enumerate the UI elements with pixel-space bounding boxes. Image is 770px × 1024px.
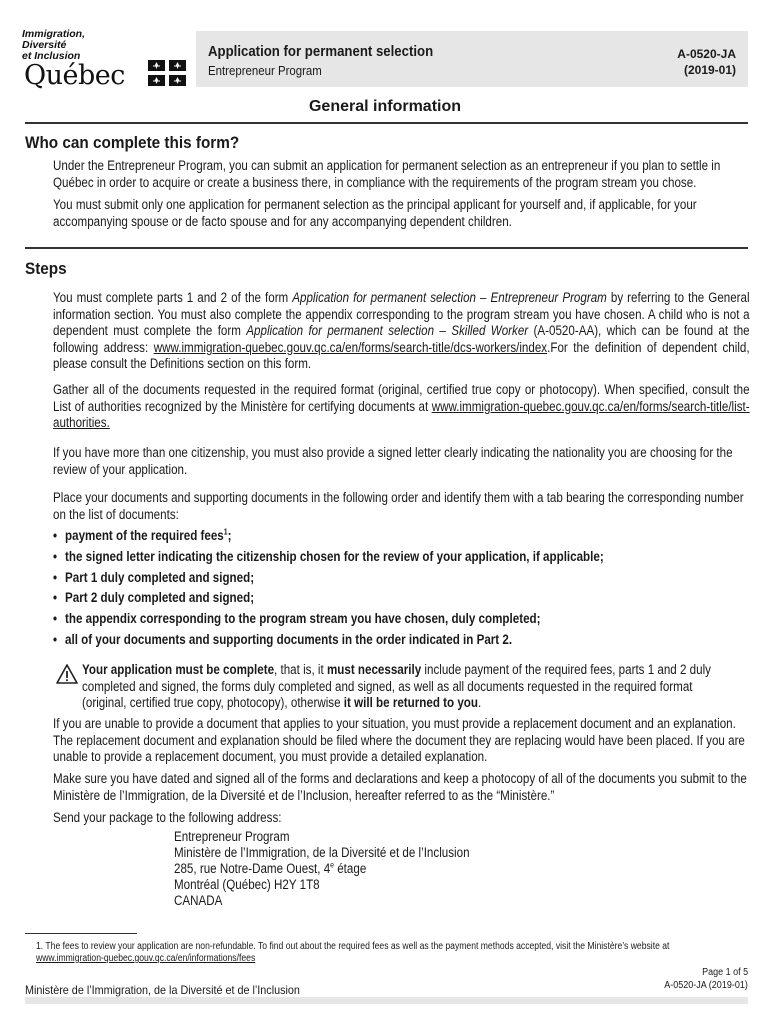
list-item xyxy=(53,590,254,605)
bullet-icon: • xyxy=(53,549,58,564)
form-header xyxy=(196,31,748,87)
address-line xyxy=(174,861,366,878)
text: . xyxy=(477,695,482,710)
list-item-text: the appendix corresponding to the program stream you have chosen, duly completed; xyxy=(65,611,541,626)
list-item xyxy=(53,632,512,647)
steps-paragraph-3: If you have more than one citizenship, you must also provide a signed letter clearly indicating the nationality you are choosing for the review of your application. xyxy=(53,445,733,477)
list-item xyxy=(53,611,540,626)
text: étage xyxy=(334,861,367,876)
logo-wordmark: Québec xyxy=(24,60,125,91)
steps-paragraph-1 xyxy=(53,290,750,373)
footnote-divider xyxy=(25,933,137,934)
footer-ministry: Ministère de l’Immigration, de la Diversité et de l’Inclusion xyxy=(25,983,300,997)
footer-bar xyxy=(25,997,748,1004)
address-line: Montréal (Québec) H2Y 1T8 xyxy=(174,877,320,892)
list-item-text: the signed letter indicating the citizenship chosen for the review of your application, if applicable; xyxy=(65,549,604,564)
form-name: Application for permanent selection – Entrepreneur Program xyxy=(292,290,607,305)
divider xyxy=(25,122,748,124)
list-item xyxy=(53,570,254,585)
warning-paragraph xyxy=(82,662,718,712)
bullet-icon: • xyxy=(53,570,58,585)
form-title: Application for permanent selection xyxy=(208,43,434,60)
who-heading: Who can complete this form? xyxy=(25,133,240,152)
list-item-text: all of your documents and supporting documents in the order indicated in Part 2. xyxy=(65,632,513,647)
list-authorities-link[interactable]: www.immigration-quebec.gouv.qc.ca/en/forms/search-title/list-authorities. xyxy=(53,398,750,430)
bullet-icon: • xyxy=(53,528,58,543)
page-number: Page 1 of 5 xyxy=(701,967,748,978)
divider xyxy=(25,247,748,249)
list-item xyxy=(53,549,604,564)
superscript: e xyxy=(330,860,335,870)
who-paragraph-2: You must submit only one application for permanent selection as the principal applicant for yourself and, if applicable, for your accompanying spouse or de facto spouse and for any accompanying dependent children. xyxy=(53,197,697,229)
form-subtitle: Entrepreneur Program xyxy=(208,63,322,78)
steps-paragraph-7: Send your package to the following address: xyxy=(53,810,282,825)
emphasis: must necessarily xyxy=(326,662,422,677)
logo-line-3: et Inclusion xyxy=(22,50,81,62)
steps-paragraph-6: Make sure you have dated and signed all of the forms and declarations and keep a photocopy of all of the documents you submit to the Ministère de l’Immigration, de la Diversité et de l’Inclusion, hereafter referred to as the “Ministère.” xyxy=(53,771,747,803)
footer-form-code: A-0520-JA (2019-01) xyxy=(664,980,748,991)
text: Gather all of the documents requested in the required format (original, certified true copy or photocopy). When specified, consult the List of authorities recognized by the Ministère for certifying documents at xyxy=(53,382,750,414)
address-line: CANADA xyxy=(174,893,223,908)
footnote-ref: 1 xyxy=(223,527,228,537)
emphasis: it will be returned to you xyxy=(343,695,478,710)
page-title: General information xyxy=(308,98,462,115)
text: , that is, it xyxy=(274,662,327,677)
text: .For the definition of dependent child, please consult the Definitions section on this form. xyxy=(53,339,750,371)
list-item xyxy=(53,528,231,543)
text: by referring to the General information section. You must also complete the appendix corresponding to the program stream you have chosen. A child who is not a dependent must complete the form xyxy=(53,290,750,338)
steps-paragraph-5: If you are unable to provide a document that applies to your situation, you must provide a replacement document and an explanation. The replacement document and explanation should be filed where the document they are replacing would have been placed. If you are unable to provide a replacement document, you must provide a detailed explanation. xyxy=(53,716,745,764)
text: 285, rue Notre-Dame Ouest, 4 xyxy=(174,861,331,876)
dcs-workers-link[interactable]: www.immigration-quebec.gouv.qc.ca/en/forms/search-title/dcs-workers/index xyxy=(153,339,548,355)
list-item-text: Part 1 duly completed and signed; xyxy=(65,570,255,585)
bullet-icon: • xyxy=(53,632,58,647)
steps-paragraph-4: Place your documents and supporting documents in the following order and identify them with a tab bearing the corresponding number on the list of documents: xyxy=(53,490,744,522)
form-name: Application for permanent selection – Skilled Worker xyxy=(246,323,529,338)
emphasis: Your application must be complete xyxy=(82,662,275,677)
list-item-text: payment of the required fees xyxy=(65,528,224,543)
text: include payment of the required fees, parts 1 and 2 duly completed and signed, the forms duly completed and signed, as well as all documents requested in the required format (original, certified true copy, photocopy), otherwise xyxy=(82,662,711,710)
fleur-de-lis-flag-icon xyxy=(148,60,186,86)
warning-icon xyxy=(56,664,78,684)
list-item-text: Part 2 duly completed and signed; xyxy=(65,590,255,605)
steps-paragraph-2 xyxy=(53,382,750,432)
bullet-icon: • xyxy=(53,590,58,605)
address-line: Ministère de l’Immigration, de la Diversité et de l’Inclusion xyxy=(174,845,470,860)
text: You must complete parts 1 and 2 of the form xyxy=(53,290,293,305)
form-version: (2019-01) xyxy=(683,63,736,77)
logo-line-1: Immigration, xyxy=(22,28,86,40)
text: ; xyxy=(227,528,232,543)
text: (A-0520-AA), which can be found at the following address: xyxy=(53,323,750,355)
quebec-logo xyxy=(22,29,192,91)
logo-line-2: Diversité xyxy=(22,39,67,51)
footnote xyxy=(36,941,715,965)
text: 1. The fees to review your application are non-refundable. To find out about the required fees as well as the payment methods accepted, visit the Ministère’s website at xyxy=(36,941,670,952)
steps-heading: Steps xyxy=(25,259,67,278)
bullet-icon: • xyxy=(53,611,58,626)
who-paragraph-1: Under the Entrepreneur Program, you can submit an application for permanent selection as an entrepreneur if you plan to settle in Québec in order to acquire or create a business there, in compliance with the requirements of the program stream you chose. xyxy=(53,158,721,190)
fees-link[interactable]: www.immigration-quebec.gouv.qc.ca/en/informations/fees xyxy=(36,953,256,964)
address-line: Entrepreneur Program xyxy=(174,829,290,844)
form-code: A-0520-JA xyxy=(677,47,736,61)
